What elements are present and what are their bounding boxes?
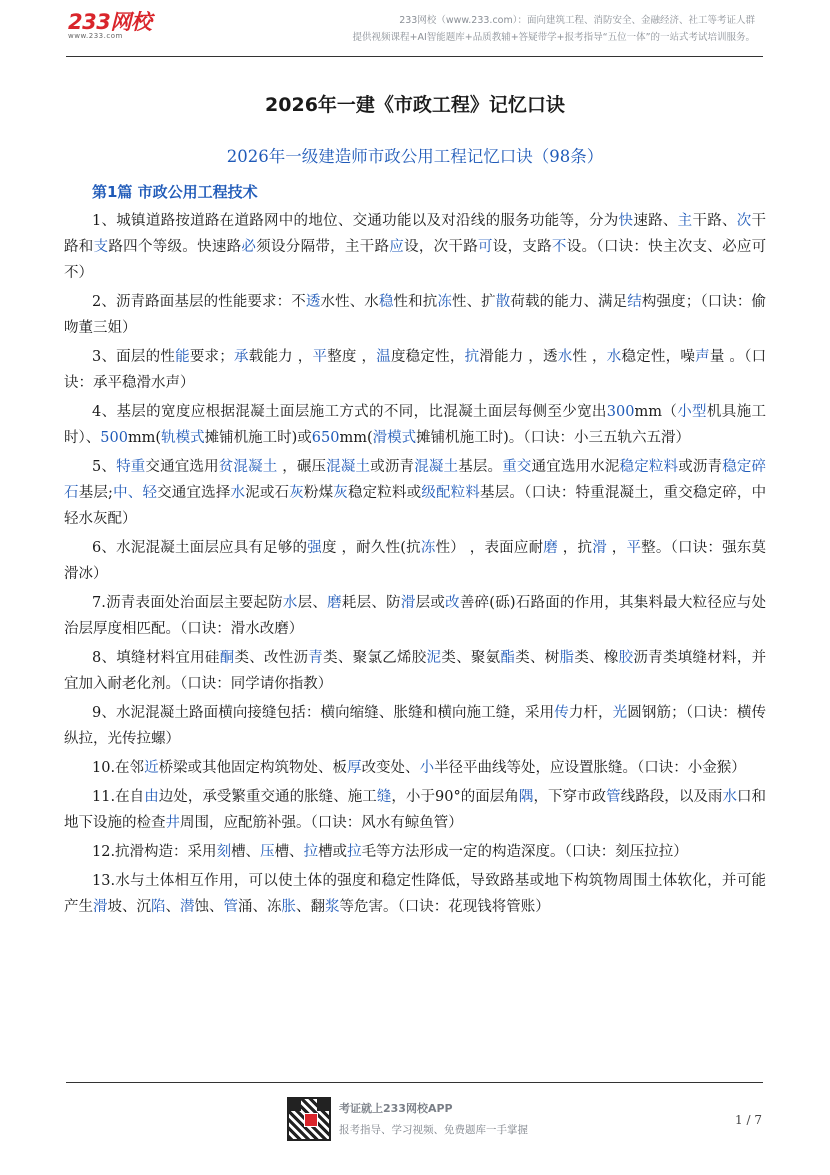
highlight-text: 胀 [281, 899, 296, 915]
highlight-text: 应 [389, 239, 405, 255]
highlight-text: 压 [260, 844, 275, 860]
body-text: 干路、 [692, 213, 737, 229]
body-text: 等危害。（口诀：花现钱将管账） [339, 899, 550, 915]
highlight-text: 陷 [151, 899, 166, 915]
highlight-text: 支 [93, 239, 109, 255]
body-text: 滑能力 ，透 [479, 349, 558, 365]
body-text: 基层。（口诀：特重混凝土，重交稳定碎，中轻水灰配） [64, 485, 767, 527]
body-text: 8、填缝材料宜用硅 [92, 650, 220, 666]
body-text: 5、 [92, 459, 117, 475]
body-text: 整度 ， [327, 349, 377, 365]
mnemonic-paragraph-9 [64, 700, 766, 752]
highlight-text: 水 [282, 595, 298, 611]
highlight-text: 潜 [180, 899, 195, 915]
body-text: 桥梁或其他固定构筑物处、板 [158, 760, 348, 776]
highlight-text: 酯 [500, 650, 516, 666]
body-text: 整。（口诀：强东莫滑冰） [64, 540, 767, 582]
body-text: 水性、水 [320, 294, 379, 310]
mnemonic-paragraph-13 [64, 868, 766, 920]
body-text: 类、改性沥 [234, 650, 309, 666]
highlight-text: 小型 [677, 404, 707, 420]
mnemonic-paragraph-3 [64, 344, 766, 396]
body-text: 粉煤 [303, 485, 334, 501]
body-text: 类、聚氯乙烯胶 [323, 650, 427, 666]
body-text: 设。（口诀：快主次支、必应可不） [64, 239, 767, 281]
highlight-text: 中、轻 [112, 485, 158, 501]
body-text: 力杆， [568, 705, 613, 721]
header-line-1: 233网校（www.233.com）：面向建筑工程、消防安全、金融经济、社工等考证人群 [399, 15, 755, 26]
body-text: 度稳定性， [390, 349, 465, 365]
highlight-text: 混凝土 [326, 459, 371, 475]
body-text: 须设分隔带，主干路 [256, 239, 390, 255]
mnemonic-paragraph-7 [64, 590, 766, 642]
body-text: 性 ， [572, 349, 607, 365]
highlight-text: 平 [312, 349, 328, 365]
body-text: 沥青类填缝材料，并宜加入耐老化剂。（口诀：同学请你指教） [64, 650, 767, 692]
body-text: 、 [165, 899, 180, 915]
highlight-text: 平 [626, 540, 642, 556]
highlight-text: 承 [233, 349, 249, 365]
body-text: 改变处、 [361, 760, 420, 776]
body-text: 6、水泥混凝土面层应具有足够的 [92, 540, 308, 556]
body-text: 机具施工时）、 [64, 404, 766, 446]
body-text: 类、聚氨 [441, 650, 501, 666]
body-text: mm( [127, 430, 162, 446]
body-text: 层、 [297, 595, 328, 611]
body-text: ，抗 [558, 540, 593, 556]
body-text: 类、树 [515, 650, 560, 666]
highlight-text: 由 [144, 789, 159, 805]
highlight-text: 轨模式 [161, 430, 205, 446]
highlight-text: 管 [606, 789, 621, 805]
highlight-text: 冻 [420, 540, 436, 556]
highlight-text: 冻 [437, 294, 452, 310]
body-text: 性、扩 [451, 294, 496, 310]
body-text: 耗层、防 [341, 595, 401, 611]
highlight-text: 光 [612, 705, 628, 721]
mnemonic-paragraph-11 [64, 784, 766, 836]
highlight-text: 快 [618, 213, 634, 229]
body-text: 4、基层的宽度应根据混凝土面层施工方式的不同，比混凝土面层每侧至少宽出 [92, 404, 607, 420]
highlight-text: 滑模式 [372, 430, 417, 446]
highlight-text: 重交 [502, 459, 532, 475]
highlight-text: 拉 [347, 844, 362, 860]
body-text: 1、城镇道路按道路在道路网中的地位、交通功能以及对沿线的服务功能等，分为 [92, 213, 619, 229]
body-text: 7.沥青表面处治面层主要起防 [92, 595, 283, 611]
logo [68, 10, 168, 40]
body-text: 性） ，表面应耐 [435, 540, 544, 556]
highlight-text: 特重 [116, 459, 146, 475]
body-text: 、翻 [296, 899, 325, 915]
body-text: 速路、 [633, 213, 678, 229]
body-text: 载能力 ， [248, 349, 313, 365]
body-text: 性和抗 [393, 294, 438, 310]
highlight-text: 滑 [592, 540, 607, 556]
body-text: 交通宜选择 [157, 485, 231, 501]
highlight-text: 小 [419, 760, 435, 776]
highlight-text: 级配粒料 [421, 485, 481, 501]
body-text: 13.水与土体相互作用，可以使土体的强度和稳定性降低，导致路基或地下构筑物周围土体软化，并可能产生 [64, 873, 766, 915]
highlight-text: 传 [554, 705, 569, 721]
document-title: 2026年一建《市政工程》记忆口诀 [265, 94, 565, 116]
highlight-text: 脂 [559, 650, 575, 666]
body-text: 2、沥青路面基层的性能要求：不 [92, 294, 306, 310]
body-text: 层或 [415, 595, 446, 611]
body-text: 线路段，以及雨 [620, 789, 723, 805]
body-text: 蚀、 [194, 899, 224, 915]
body-text: 周围，应配筋补强。（口诀：风水有鲸鱼管） [180, 815, 463, 831]
section-heading: 第1篇 市政公用工程技术 [92, 183, 258, 201]
body-text: 坡、沉 [107, 899, 151, 915]
highlight-text: 温 [376, 349, 391, 365]
mnemonic-paragraph-12 [64, 839, 766, 865]
body-text: 量 。（口诀：承平稳滑水声） [64, 349, 767, 391]
highlight-text: 可 [477, 239, 493, 255]
highlight-text: 磨 [543, 540, 558, 556]
highlight-text: 管 [223, 899, 238, 915]
highlight-text: 能 [175, 349, 190, 365]
mnemonic-paragraph-10 [64, 755, 766, 781]
body-text: 通宜选用水泥 [531, 459, 620, 475]
highlight-text: 次 [736, 213, 752, 229]
body-text: 槽、 [231, 844, 261, 860]
highlight-text: 灰 [289, 485, 304, 501]
highlight-text: 厚 [347, 760, 362, 776]
body-text: 要求； [189, 349, 234, 365]
body-text: 设，次干路 [404, 239, 478, 255]
body-text: 或沥青 [370, 459, 415, 475]
highlight-text: 稳定粒料 [619, 459, 679, 475]
body-text: 槽、 [274, 844, 304, 860]
highlight-text: 强 [307, 540, 322, 556]
highlight-text: 隅 [518, 789, 534, 805]
body-text: 半径平曲线等处，应设置胀缝。（口诀：小金猴） [434, 760, 746, 776]
highlight-text: 拉 [303, 844, 319, 860]
body-text: 荷载的能力、满足 [510, 294, 628, 310]
body-text: ，下穿市政 [533, 789, 607, 805]
highlight-text: 灰 [333, 485, 348, 501]
highlight-text: 磨 [327, 595, 342, 611]
mnemonic-paragraph-4 [64, 399, 766, 451]
logo-text: 233网校 [68, 10, 152, 34]
body-text: 摊铺机施工时)。（口诀：小三五轨六五滑） [416, 430, 691, 446]
highlight-text: 散 [495, 294, 511, 310]
mnemonic-paragraph-1 [64, 208, 766, 286]
body-text: 摊铺机施工时)或 [204, 430, 312, 446]
body-text: 3、面层的性 [92, 349, 176, 365]
body-text: mm( [339, 430, 373, 446]
body-text: 10.在邻 [92, 760, 145, 776]
mnemonic-paragraph-6 [64, 535, 766, 587]
highlight-text: 改 [445, 595, 460, 611]
highlight-text: 混凝土 [414, 459, 459, 475]
highlight-text: 不 [551, 239, 567, 255]
body-text: mm（ [634, 404, 678, 420]
highlight-text: 水 [557, 349, 573, 365]
highlight-text: 声 [695, 349, 710, 365]
body-text: 稳定性，噪 [621, 349, 696, 365]
highlight-text: 稳定碎石 [64, 459, 767, 501]
body-text: 基层。 [458, 459, 503, 475]
app-promo-subtitle: 报考指导、学习视频、免费题库一手掌握 [339, 1124, 528, 1136]
body-text: 圆钢筋；（口诀：横传纵拉，光传拉螺） [64, 705, 766, 747]
body-text: 边处，承受繁重交通的胀缝、施工 [158, 789, 377, 805]
body-text: 11.在自 [92, 789, 145, 805]
highlight-text: 水 [230, 485, 246, 501]
body-text: 12.抗滑构造：采用 [92, 844, 217, 860]
body-text: ，小于90°的面层角 [391, 789, 519, 805]
highlight-text: 650 [311, 430, 340, 446]
header-line-2: 提供视频课程+AI智能题库+品质教辅+答疑带学+报考指导“五位一体”的一站式考试培训服务。 [352, 32, 755, 43]
qr-logo-icon [304, 1113, 318, 1127]
body-text: 交通宜选用 [145, 459, 219, 475]
highlight-text: 泥 [426, 650, 442, 666]
page-header [0, 0, 830, 60]
highlight-text: 透 [305, 294, 321, 310]
highlight-text: 缝 [376, 789, 392, 805]
body-text: 设，支路 [492, 239, 552, 255]
mnemonic-paragraph-5 [64, 454, 766, 532]
highlight-text: 滑 [93, 899, 108, 915]
body-text: 涌、冻 [238, 899, 282, 915]
document-body [64, 88, 766, 920]
highlight-text: 稳 [378, 294, 394, 310]
body-text: 类、橡 [574, 650, 619, 666]
footer-divider [66, 1082, 763, 1083]
highlight-text: 贫混凝土 [218, 459, 278, 475]
highlight-text: 井 [165, 815, 180, 831]
document-subtitle: 2026年一级建造师市政公用工程记忆口诀（98条） [226, 147, 604, 166]
highlight-text: 结 [627, 294, 642, 310]
highlight-text: 胶 [618, 650, 634, 666]
app-promo-title: 考证就上233网校APP [339, 1102, 453, 1115]
body-text: ， [606, 540, 627, 556]
mnemonic-paragraph-2 [64, 289, 766, 341]
body-text: 干路和 [64, 213, 767, 255]
highlight-text: 抗 [464, 349, 480, 365]
highlight-text: 必 [241, 239, 257, 255]
highlight-text: 水 [606, 349, 622, 365]
paragraph-list [64, 208, 766, 920]
header-divider [66, 56, 763, 57]
body-text: 口和地下设施的检查 [64, 789, 767, 831]
body-text: ，碾压 [277, 459, 327, 475]
highlight-text: 近 [144, 760, 159, 776]
highlight-text: 水 [722, 789, 738, 805]
highlight-text: 滑 [400, 595, 416, 611]
body-text: 善碎(砾)石路面的作用，其集料最大粒径应与处治层厚度相匹配。（口诀：滑水改磨） [64, 595, 767, 637]
body-text: 9、水泥混凝土路面横向接缝包括：横向缩缝、胀缝和横向施工缝，采用 [92, 705, 555, 721]
body-text: 槽或 [318, 844, 348, 860]
body-text: 路四个等级。快速路 [108, 239, 242, 255]
body-text: 基层; [78, 485, 113, 501]
highlight-text: 300 [606, 404, 635, 420]
highlight-text: 500 [100, 430, 128, 446]
body-text: 度 ，耐久性(抗 [321, 540, 421, 556]
highlight-text: 酮 [219, 650, 235, 666]
page-number: 1 / 7 [735, 1113, 762, 1127]
highlight-text: 浆 [325, 899, 340, 915]
highlight-text: 青 [308, 650, 324, 666]
highlight-text: 主 [677, 213, 693, 229]
mnemonic-paragraph-8 [64, 645, 766, 697]
body-text: 或沥青 [678, 459, 723, 475]
body-text: 毛等方法形成一定的构造深度。（口诀：刻压拉拉） [361, 844, 688, 860]
body-text: 泥或石 [245, 485, 290, 501]
highlight-text: 刻 [216, 844, 232, 860]
header-description [353, 12, 756, 46]
logo-url: www.233.com [68, 32, 123, 40]
body-text: 构强度；（口诀：偷吻董三姐） [64, 294, 767, 336]
body-text: 稳定粒料或 [347, 485, 422, 501]
